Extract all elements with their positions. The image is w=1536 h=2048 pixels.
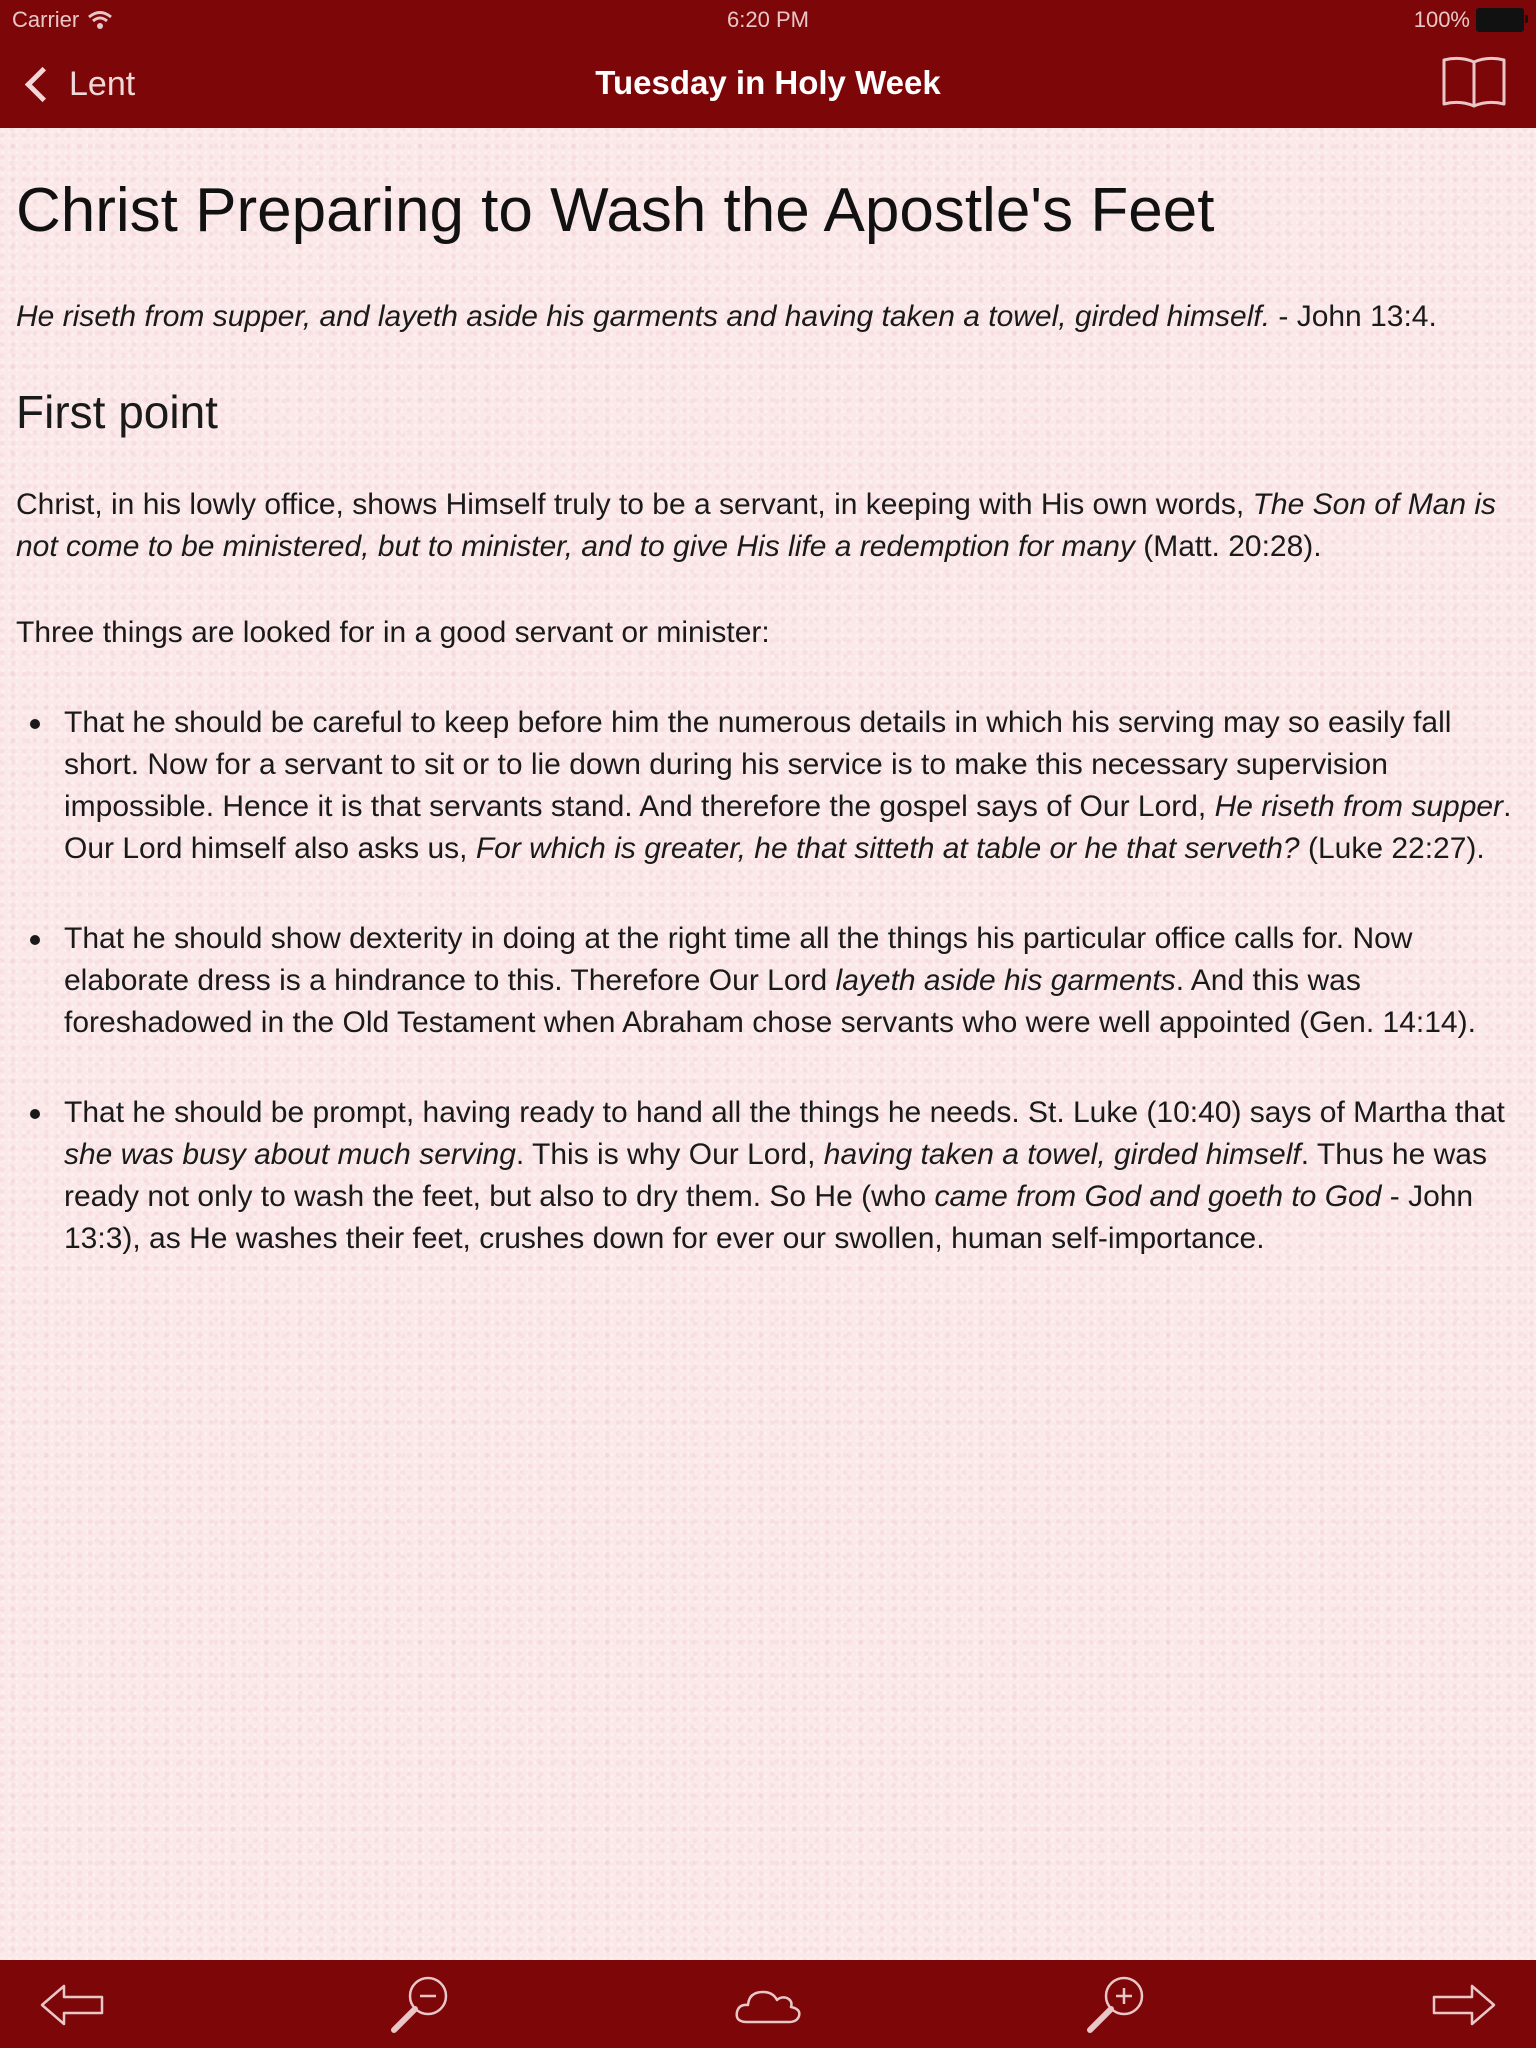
arrow-left-icon [38, 1974, 108, 2036]
bullet-text: That he should show dexterity in doing at the right time all the things his particular office calls for. Now elaborate dress is a hindrance to this. Therefore Our Lord [64, 922, 1413, 997]
status-bar [0, 0, 1536, 40]
intro-text: Christ, in his lowly office, shows Himself truly to be a servant, in keeping with His own words, [16, 488, 1253, 521]
bullet-quote: came from God and goeth to God [934, 1180, 1382, 1213]
bullet-quote: For which is greater, he that sitteth at table or he that serveth? [475, 832, 1300, 865]
points-list [16, 702, 1516, 1260]
carrier-label: Carrier [12, 7, 80, 32]
bullet-text: . This is why Our Lord, [515, 1138, 824, 1171]
bullet-quote: layeth aside his garments [835, 964, 1176, 997]
epigraph-reference: - John 13:4. [1270, 300, 1437, 333]
bullet-text: (Luke 22:27). [1299, 832, 1485, 865]
bullet-text: . And this was foreshadowed in the Old Testament when Abraham chose servants who were well appointed (Gen. 14:14). [64, 964, 1476, 1039]
status-time: 6:20 PM [727, 7, 809, 32]
bottom-toolbar [0, 1960, 1536, 2048]
page-title: Tuesday in Holy Week [595, 64, 941, 101]
list-item [16, 702, 1516, 870]
bullet-dot [30, 719, 40, 729]
top-bar [0, 0, 1536, 128]
book-icon [1440, 54, 1508, 110]
article [16, 128, 1516, 1308]
article-title: Christ Preparing to Wash the Apostle's Feet [16, 176, 1215, 245]
sync-button[interactable] [733, 1974, 803, 2036]
previous-button[interactable] [38, 1974, 108, 2036]
battery-icon [1476, 8, 1524, 32]
intro-paragraph [16, 484, 1516, 568]
back-label: Lent [69, 64, 136, 103]
epigraph-quote: He riseth from supper, and layeth aside his garments and having taken a towel, girded himself. [16, 300, 1271, 333]
bullet-quote: she was busy about much serving [64, 1138, 516, 1171]
bullet-text: . Thus he was ready not only to wash the feet, but also to dry them. So He (who [64, 1138, 1487, 1213]
cloud-icon [733, 1974, 803, 2036]
bullet-text: That he should be careful to keep before him the numerous details in which his serving may so easily fall short. Now for a servant to sit or to lie down during his service is to make this necessary supervision impossible. Hence it is that servants stand. And therefore the gospel says of Our Lord, [64, 706, 1452, 823]
zoom-out-icon [384, 1974, 454, 2036]
intro-quote: The Son of Man is not come to be ministered, but to minister, and to give His life a redemption for many [16, 488, 1497, 563]
nav-bar [0, 40, 1536, 128]
bullet-quote: He riseth from supper [1214, 790, 1504, 823]
bullet-dot [30, 935, 40, 945]
section-heading: First point [16, 386, 218, 438]
book-button[interactable] [1440, 54, 1508, 110]
list-item [16, 1092, 1516, 1260]
bullet-quote: having taken a towel, girded himself [823, 1138, 1301, 1171]
status-battery [1414, 7, 1524, 33]
bullet-text: That he should be prompt, having ready to hand all the things he needs. St. Luke (10:40) says of Martha that [64, 1096, 1505, 1129]
bullet-dot [30, 1109, 40, 1119]
bullet-text: . Our Lord himself also asks us, [64, 790, 1512, 865]
list-item [16, 918, 1516, 1044]
next-button[interactable] [1428, 1974, 1498, 2036]
epigraph [16, 296, 1516, 338]
lead-paragraph: Three things are looked for in a good servant or minister: [16, 616, 770, 649]
zoom-in-button[interactable] [1080, 1974, 1150, 2036]
zoom-in-icon [1080, 1974, 1150, 2036]
zoom-out-button[interactable] [384, 1974, 454, 2036]
bullet-text: - John 13:3), as He washes their feet, crushes down for ever our swollen, human self-importance. [64, 1180, 1474, 1255]
arrow-right-icon [1428, 1974, 1498, 2036]
battery-percent: 100% [1413, 7, 1470, 32]
intro-reference: (Matt. 20:28). [1134, 530, 1322, 563]
